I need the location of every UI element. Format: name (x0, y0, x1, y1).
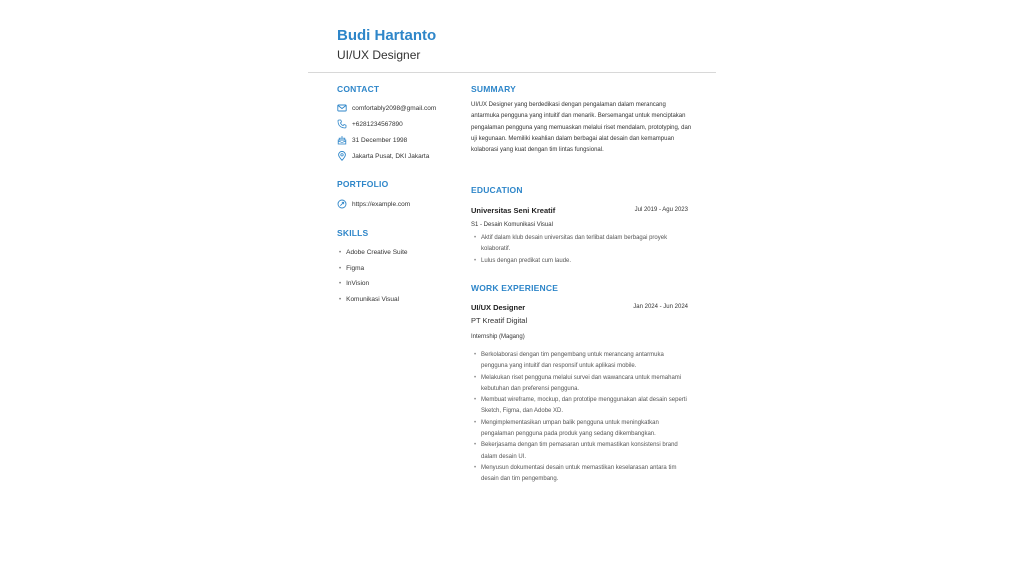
list-item: • Bekerjasama dengan tim pemasaran untuk memastikan konsistensi brand dalam desain UI. (474, 440, 692, 463)
work-company: PT Kreatif Digital (471, 316, 528, 325)
candidate-role: UI/UX Designer (337, 48, 421, 62)
contact-email: comfortably2098@gmail.com (352, 104, 437, 112)
contact-birthdate: 31 December 1998 (352, 136, 408, 144)
summary-heading: SUMMARY (471, 84, 516, 94)
contact-birthday-row (337, 134, 407, 146)
education-dates: Jul 2019 - Agu 2023 (634, 207, 688, 213)
resume-header (337, 27, 436, 63)
education-school: Universitas Seni Kreatif (471, 206, 556, 215)
contact-location-row (337, 150, 429, 162)
portfolio-link-row[interactable] (337, 198, 410, 210)
contact-email-row[interactable] (337, 102, 436, 114)
contact-phone: +6281234567890 (352, 120, 403, 128)
skill-item: • InVision (339, 279, 369, 289)
contact-phone-row[interactable] (337, 118, 403, 130)
education-degree: S1 - Desain Komunikasi Visual (471, 222, 553, 228)
list-item: • Menyusun dokumentasi desain untuk memastikan keselarasan antara tim desain dan tim pengembang. (474, 463, 692, 486)
skills-heading: SKILLS (337, 228, 369, 238)
email-icon (337, 103, 347, 113)
portfolio-url: https://example.com (352, 200, 411, 208)
skill-item: • Adobe Creative Suite (339, 248, 408, 258)
portfolio-heading: PORTFOLIO (337, 179, 389, 189)
contact-heading: CONTACT (337, 84, 380, 94)
work-position: UI/UX Designer (471, 303, 526, 312)
skill-item: • Komunikasi Visual (339, 295, 399, 305)
birthday-cake-icon (337, 135, 347, 145)
candidate-name: Budi Hartanto (337, 27, 437, 44)
list-item: • Melakukan riset pengguna melalui survei dan wawancara untuk memahami kebutuhan dan preferensi pengguna. (474, 373, 692, 396)
work-dates: Jan 2024 - Jun 2024 (633, 304, 688, 310)
link-icon (337, 199, 347, 209)
work-heading: WORK EXPERIENCE (471, 283, 559, 293)
work-bullets (474, 350, 692, 486)
skill-item: • Figma (339, 264, 364, 274)
education-heading: EDUCATION (471, 185, 523, 195)
summary-text: UI/UX Designer yang berdedikasi dengan pengalaman dalam merancang antarmuka pengguna yang intuitif dan menarik. Bersemangat untuk menciptakan pengalaman pengguna yang memuaskan melalui riset mendalam, prototyping, dan uji kegunaan. Memiliki keahlian dalam berbagai alat desain dan kemampuan kolaborasi yang kuat dengan tim lintas fungsional. (471, 102, 692, 154)
contact-location: Jakarta Pusat, DKI Jakarta (352, 152, 430, 160)
list-item: • Berkolaborasi dengan tim pengembang untuk merancang antarmuka pengguna yang intuitif dan responsif untuk aplikasi mobile. (474, 350, 692, 373)
phone-icon (337, 119, 347, 129)
header-divider (308, 72, 716, 73)
list-item: • Membuat wireframe, mockup, dan prototipe menggunakan alat desain seperti Sketch, Figma, dan Adobe XD. (474, 395, 692, 418)
list-item: • Lulus dengan predikat cum laude. (474, 256, 692, 267)
list-item: • Aktif dalam klub desain universitas dan terlibat dalam berbagai proyek kolaboratif. (474, 233, 692, 256)
education-bullets (474, 233, 692, 267)
list-item: • Mengimplementasikan umpan balik pengguna untuk meningkatkan pengalaman pengguna pada produk yang sedang dikembangkan. (474, 418, 692, 441)
location-pin-icon (337, 151, 347, 161)
work-type: Internship (Magang) (471, 334, 525, 340)
